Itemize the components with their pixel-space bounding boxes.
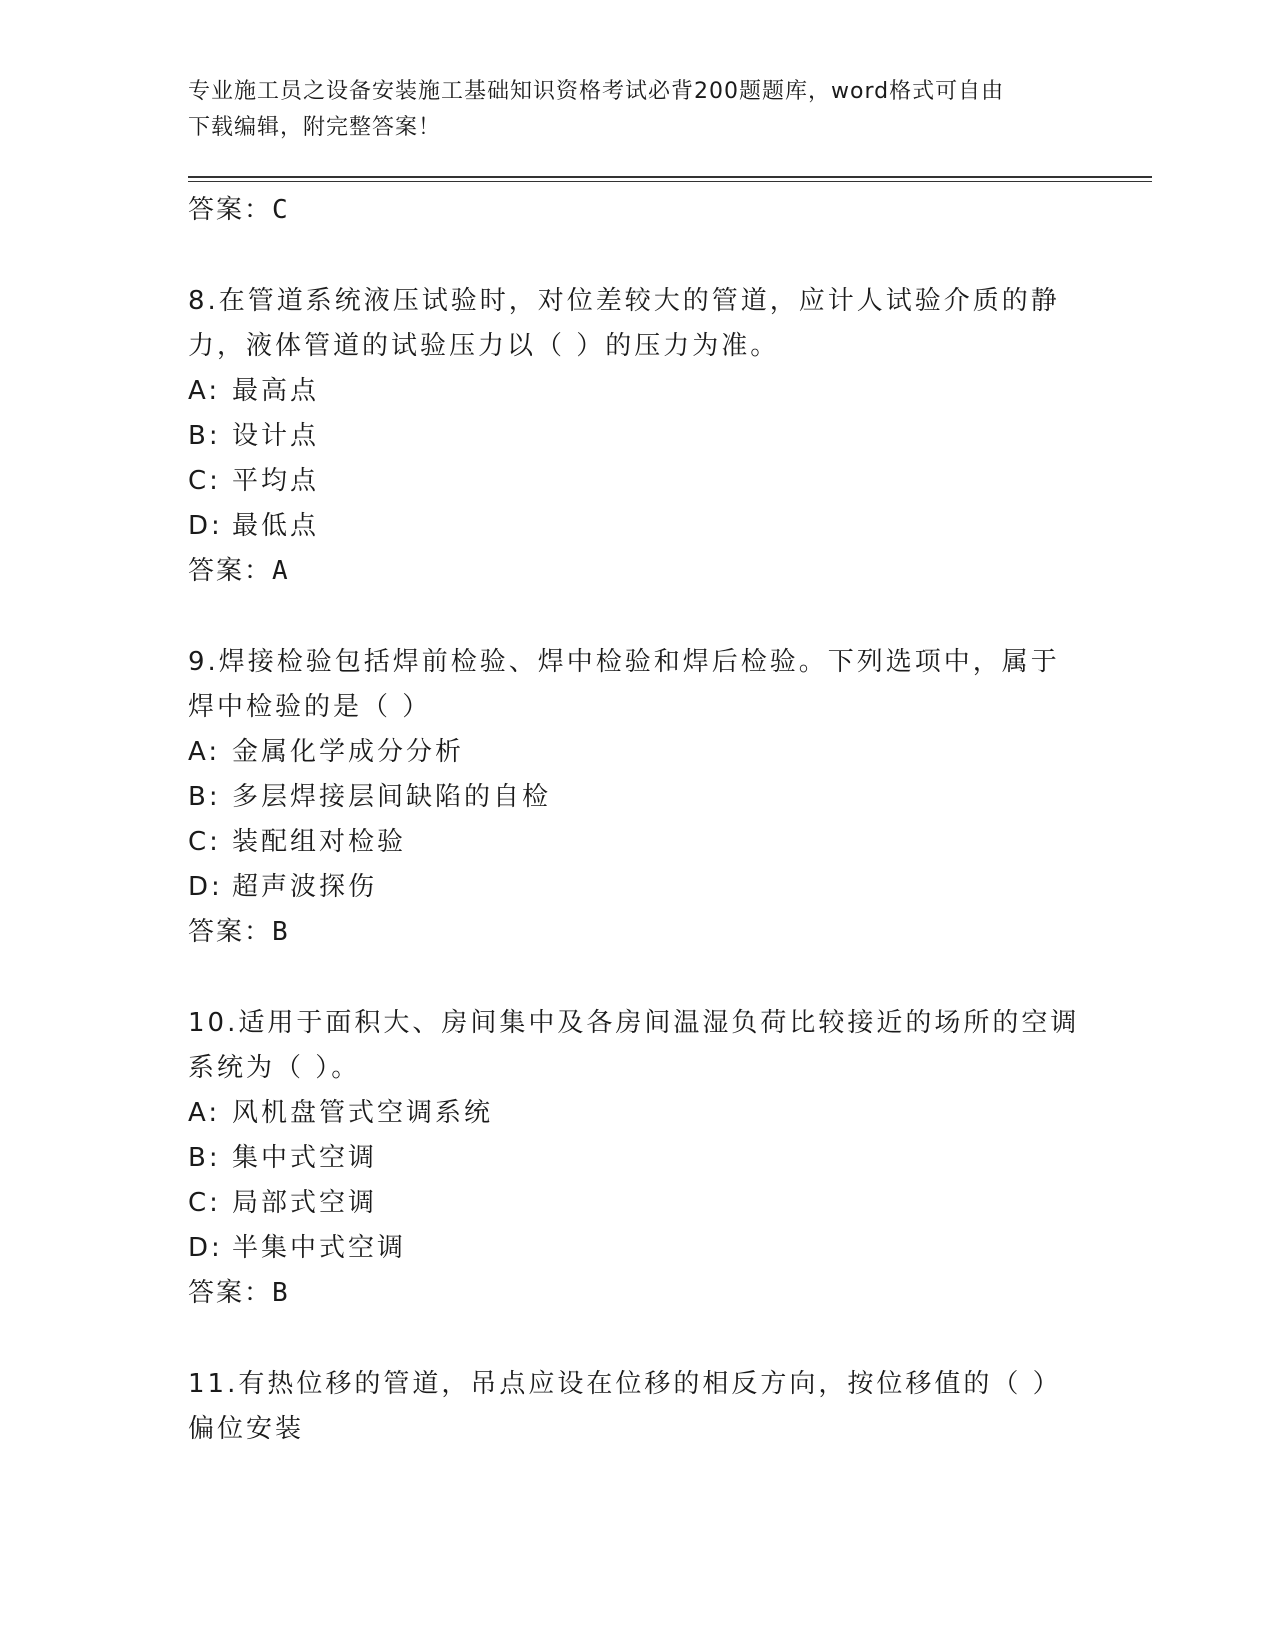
answer-label: 答案： (188, 195, 273, 225)
option-text: 半集中式空调 (232, 1233, 407, 1263)
header-divider-thick (188, 176, 1152, 178)
option-d (188, 504, 1088, 549)
header-line-2: 下载编辑，附完整答案！ (188, 115, 442, 140)
option-letter: B: (188, 1143, 221, 1173)
option-b (188, 414, 1088, 459)
option-d (188, 1226, 1088, 1271)
option-text: 多层焊接层间缺陷的自检 (232, 782, 552, 812)
answer-value: A (272, 556, 290, 586)
answer-label: 答案： (188, 556, 273, 586)
question-9 (188, 640, 1088, 955)
option-letter: A: (188, 1098, 221, 1128)
option-letter: B: (188, 421, 221, 451)
option-letter: D: (188, 872, 223, 902)
option-text: 局部式空调 (232, 1188, 378, 1218)
option-a (188, 730, 1088, 775)
answer-value: B (272, 917, 290, 947)
option-text: 平均点 (232, 466, 320, 496)
option-text: 超声波探伤 (232, 872, 378, 902)
question-stem-line-1: 8.在管道系统液压试验时，对位差较大的管道，应计人试验介质的静 (188, 286, 1060, 316)
question-stem-line-1: 9.焊接检验包括焊前检验、焊中检验和焊后检验。下列选项中，属于 (188, 647, 1060, 677)
question-answer (188, 910, 1088, 955)
option-text: 金属化学成分分析 (232, 737, 465, 767)
option-letter: D: (188, 511, 223, 541)
question-8 (188, 279, 1088, 594)
spacer (188, 955, 1088, 1001)
spacer (188, 233, 1088, 279)
option-letter: A: (188, 376, 221, 406)
option-letter: C: (188, 1188, 221, 1218)
option-letter: C: (188, 466, 221, 496)
answer-label: 答案： (188, 917, 273, 947)
option-text: 设计点 (232, 421, 320, 451)
spacer (188, 594, 1088, 640)
option-letter: A: (188, 737, 221, 767)
option-a (188, 1091, 1088, 1136)
option-text: 最低点 (232, 511, 320, 541)
answer-label: 答案： (188, 1278, 273, 1308)
option-b (188, 1136, 1088, 1181)
option-c (188, 1181, 1088, 1226)
option-a (188, 369, 1088, 414)
document-header (188, 74, 1068, 146)
question-stem-line-2: 偏位安装 (188, 1414, 305, 1444)
option-c (188, 820, 1088, 865)
header-line-1: 专业施工员之设备安装施工基础知识资格考试必背200题题库，word格式可自由 (188, 79, 1005, 104)
spacer (188, 1316, 1088, 1362)
answer-value: B (272, 1278, 290, 1308)
option-text: 集中式空调 (232, 1143, 378, 1173)
option-text: 装配组对检验 (232, 827, 407, 857)
option-letter: D: (188, 1233, 223, 1263)
option-text: 风机盘管式空调系统 (232, 1098, 494, 1128)
header-divider-thin (188, 181, 1152, 182)
option-b (188, 775, 1088, 820)
question-10 (188, 1001, 1088, 1316)
question-stem-line-1: 10.适用于面积大、房间集中及各房间温湿负荷比较接近的场所的空调 (188, 1008, 1080, 1038)
question-stem-line-2: 力，液体管道的试验压力以（ ）的压力为准。 (188, 331, 780, 361)
option-d (188, 865, 1088, 910)
option-c (188, 459, 1088, 504)
question-11 (188, 1362, 1088, 1452)
question-stem-line-1: 11.有热位移的管道，吊点应设在位移的相反方向，按位移值的（ ） (188, 1369, 1062, 1399)
prev-answer (188, 188, 1088, 233)
question-stem-line-2: 系统为（ ）。 (188, 1053, 361, 1083)
question-answer (188, 1271, 1088, 1316)
option-letter: B: (188, 782, 221, 812)
answer-value: C (272, 195, 290, 225)
question-list (188, 188, 1088, 1452)
option-letter: C: (188, 827, 221, 857)
question-answer (188, 549, 1088, 594)
option-text: 最高点 (232, 376, 320, 406)
question-stem-line-2: 焊中检验的是（ ） (188, 692, 432, 722)
